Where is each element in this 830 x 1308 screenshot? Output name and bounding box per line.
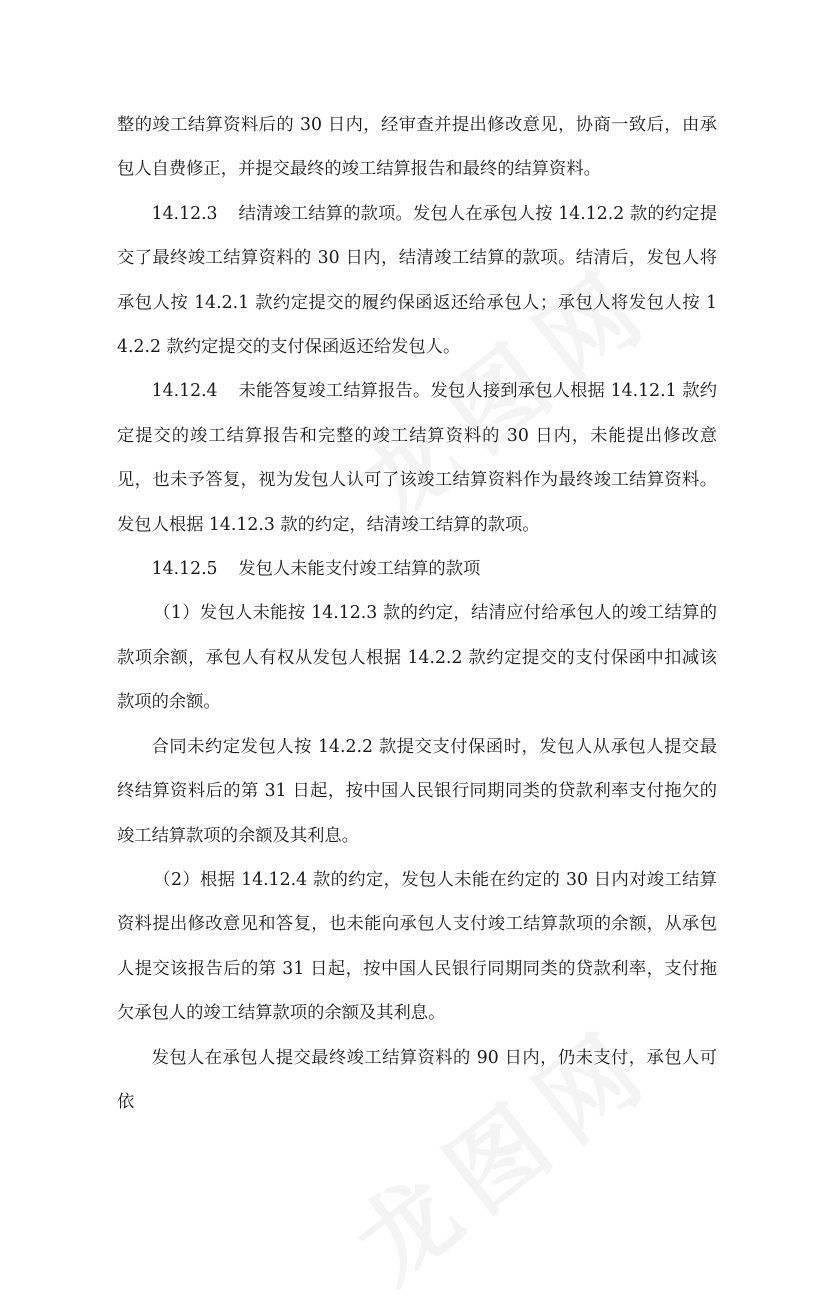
paragraph-text: 合同未约定发包人按 14.2.2 款提交支付保函时，发包人从承包人提交最终结算资料后的第 31 日起，按中国人民银行同期同类的贷款利率支付拖欠的竣工结算款项的余额及其利息。 (117, 736, 717, 846)
paragraph-text: 整的竣工结算资料后的 30 日内，经审查并提出修改意见，协商一致后，由承包人自费修正，并提交最终的竣工结算报告和最终的结算资料。 (117, 115, 717, 180)
clause-14-12-3 (117, 192, 717, 370)
paragraph-text: 发包人未能按 14.12.3 款的约定，结清应付给承包人的竣工结算的款项余额，承包人有权从发包人根据 14.2.2 款约定提交的支付保函中扣减该款项的余额。 (117, 603, 718, 713)
paragraph-text: （2）根据 14.12.4 款的约定，发包人未能在约定的 30 日内对竣工结算资料提出修改意见和答复，也未能向承包人支付竣工结算款项的余额，从承包人提交该报告后的第 31 日起，按中国人民银行同期同类的贷款利率，支付拖欠承包人的竣工结算款项的余额及其利息。 (117, 869, 717, 1024)
clause-14-12-5 (117, 547, 717, 591)
clause-number: 14.12.4 (151, 381, 218, 402)
paragraph (117, 1036, 717, 1125)
clause-14-12-4 (117, 369, 717, 547)
item-number: （1） (153, 603, 200, 624)
item-1 (117, 591, 717, 724)
paragraph-text: 结清竣工结算的款项。发包人在承包人按 14.12.2 款的约定提交了最终竣工结算资料的 30 日内，结清竣工结算的款项。结清后，发包人将承包人按 14.2.1 款约定提交的履约保函返还给承包人；承包人将发包人按 14.2.2 款约定提交的支付保函返还给发包人。 (117, 203, 717, 358)
paragraph-text: 发包人在承包人提交最终竣工结算资料的 90 日内，仍未支付，承包人可依 (117, 1047, 717, 1112)
clause-number: 14.12.5 (151, 559, 218, 580)
paragraph-continuation (117, 103, 717, 192)
paragraph (117, 725, 717, 858)
item-2 (117, 858, 717, 1036)
clause-number: 14.12.3 (151, 203, 218, 224)
paragraph-text: 发包人未能支付竣工结算的款项 (238, 559, 481, 580)
document-body (117, 103, 717, 1124)
paragraph-text: 未能答复竣工结算报告。发包人接到承包人根据 14.12.1 款约定提交的竣工结算报告和完整的竣工结算资料的 30 日内，未能提出修改意见，也未予答复，视为发包人认可了该竣工结算资料作为最终竣工结算资料。发包人根据 14.12.3 款的约定，结清竣工结算的款项。 (117, 381, 717, 535)
